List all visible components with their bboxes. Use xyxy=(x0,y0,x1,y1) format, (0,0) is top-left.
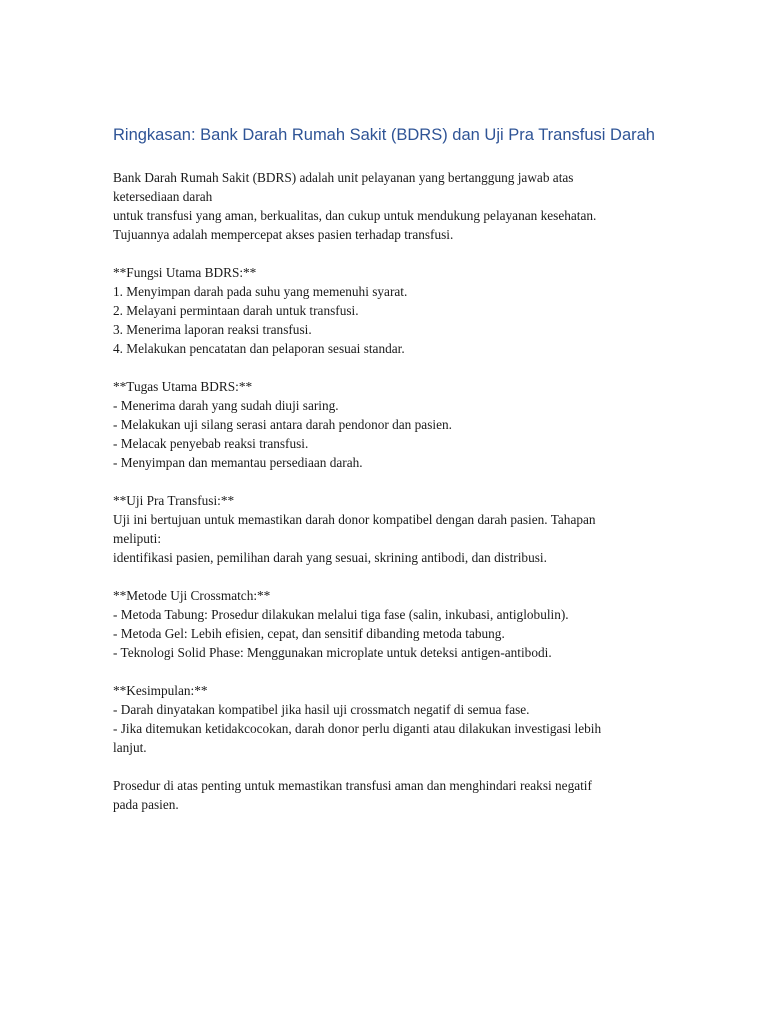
paragraph-gap xyxy=(113,567,658,586)
paragraph-gap xyxy=(113,757,658,776)
list-item: - Menerima darah yang sudah diuji saring. xyxy=(113,398,339,413)
list-item: - Melacak penyebab reaksi transfusi. xyxy=(113,436,309,451)
intro-line: Tujuannya adalah mempercepat akses pasien terhadap transfusi. xyxy=(113,227,454,242)
paragraph-gap xyxy=(113,244,658,263)
section-heading-kesimpulan: **Kesimpulan:** xyxy=(113,683,208,698)
intro-line: Bank Darah Rumah Sakit (BDRS) adalah unit pelayanan yang bertanggung jawab atas xyxy=(113,170,574,185)
closing-line: pada pasien. xyxy=(113,797,179,812)
document-title: Ringkasan: Bank Darah Rumah Sakit (BDRS) dan Uji Pra Transfusi Darah xyxy=(113,126,655,144)
paragraph-gap xyxy=(113,358,658,377)
list-item: - Teknologi Solid Phase: Menggunakan microplate untuk deteksi antigen-antibodi. xyxy=(113,645,552,660)
intro-line: untuk transfusi yang aman, berkualitas, dan cukup untuk mendukung pelayanan kesehatan. xyxy=(113,208,597,223)
list-item: - Menyimpan dan memantau persediaan darah. xyxy=(113,455,363,470)
list-item: 3. Menerima laporan reaksi transfusi. xyxy=(113,322,312,337)
list-item: 2. Melayani permintaan darah untuk transfusi. xyxy=(113,303,359,318)
list-item: - Metoda Tabung: Prosedur dilakukan melalui tiga fase (salin, inkubasi, antiglobulin). xyxy=(113,607,569,622)
document-body xyxy=(113,168,658,814)
paragraph-line: Uji ini bertujuan untuk memastikan darah donor kompatibel dengan darah pasien. Tahapan xyxy=(113,512,596,527)
closing-line: Prosedur di atas penting untuk memastikan transfusi aman dan menghindari reaksi negatif xyxy=(113,778,592,793)
list-item: - Metoda Gel: Lebih efisien, cepat, dan sensitif dibanding metoda tabung. xyxy=(113,626,505,641)
list-item: - Darah dinyatakan kompatibel jika hasil uji crossmatch negatif di semua fase. xyxy=(113,702,530,717)
paragraph-line: meliputi: xyxy=(113,531,162,546)
intro-line: ketersediaan darah xyxy=(113,189,213,204)
list-item: lanjut. xyxy=(113,740,147,755)
section-heading-fungsi: **Fungsi Utama BDRS:** xyxy=(113,265,257,280)
section-heading-uji: **Uji Pra Transfusi:** xyxy=(113,493,235,508)
paragraph-line: identifikasi pasien, pemilihan darah yang sesuai, skrining antibodi, dan distribusi. xyxy=(113,550,547,565)
paragraph-gap xyxy=(113,472,658,491)
document-page xyxy=(113,124,658,814)
list-item: - Melakukan uji silang serasi antara darah pendonor dan pasien. xyxy=(113,417,452,432)
list-item: - Jika ditemukan ketidakcocokan, darah donor perlu diganti atau dilakukan investigasi lebih xyxy=(113,721,602,736)
paragraph-gap xyxy=(113,662,658,681)
list-item: 1. Menyimpan darah pada suhu yang memenuhi syarat. xyxy=(113,284,408,299)
section-heading-tugas: **Tugas Utama BDRS:** xyxy=(113,379,253,394)
section-heading-metode: **Metode Uji Crossmatch:** xyxy=(113,588,271,603)
list-item: 4. Melakukan pencatatan dan pelaporan sesuai standar. xyxy=(113,341,405,356)
